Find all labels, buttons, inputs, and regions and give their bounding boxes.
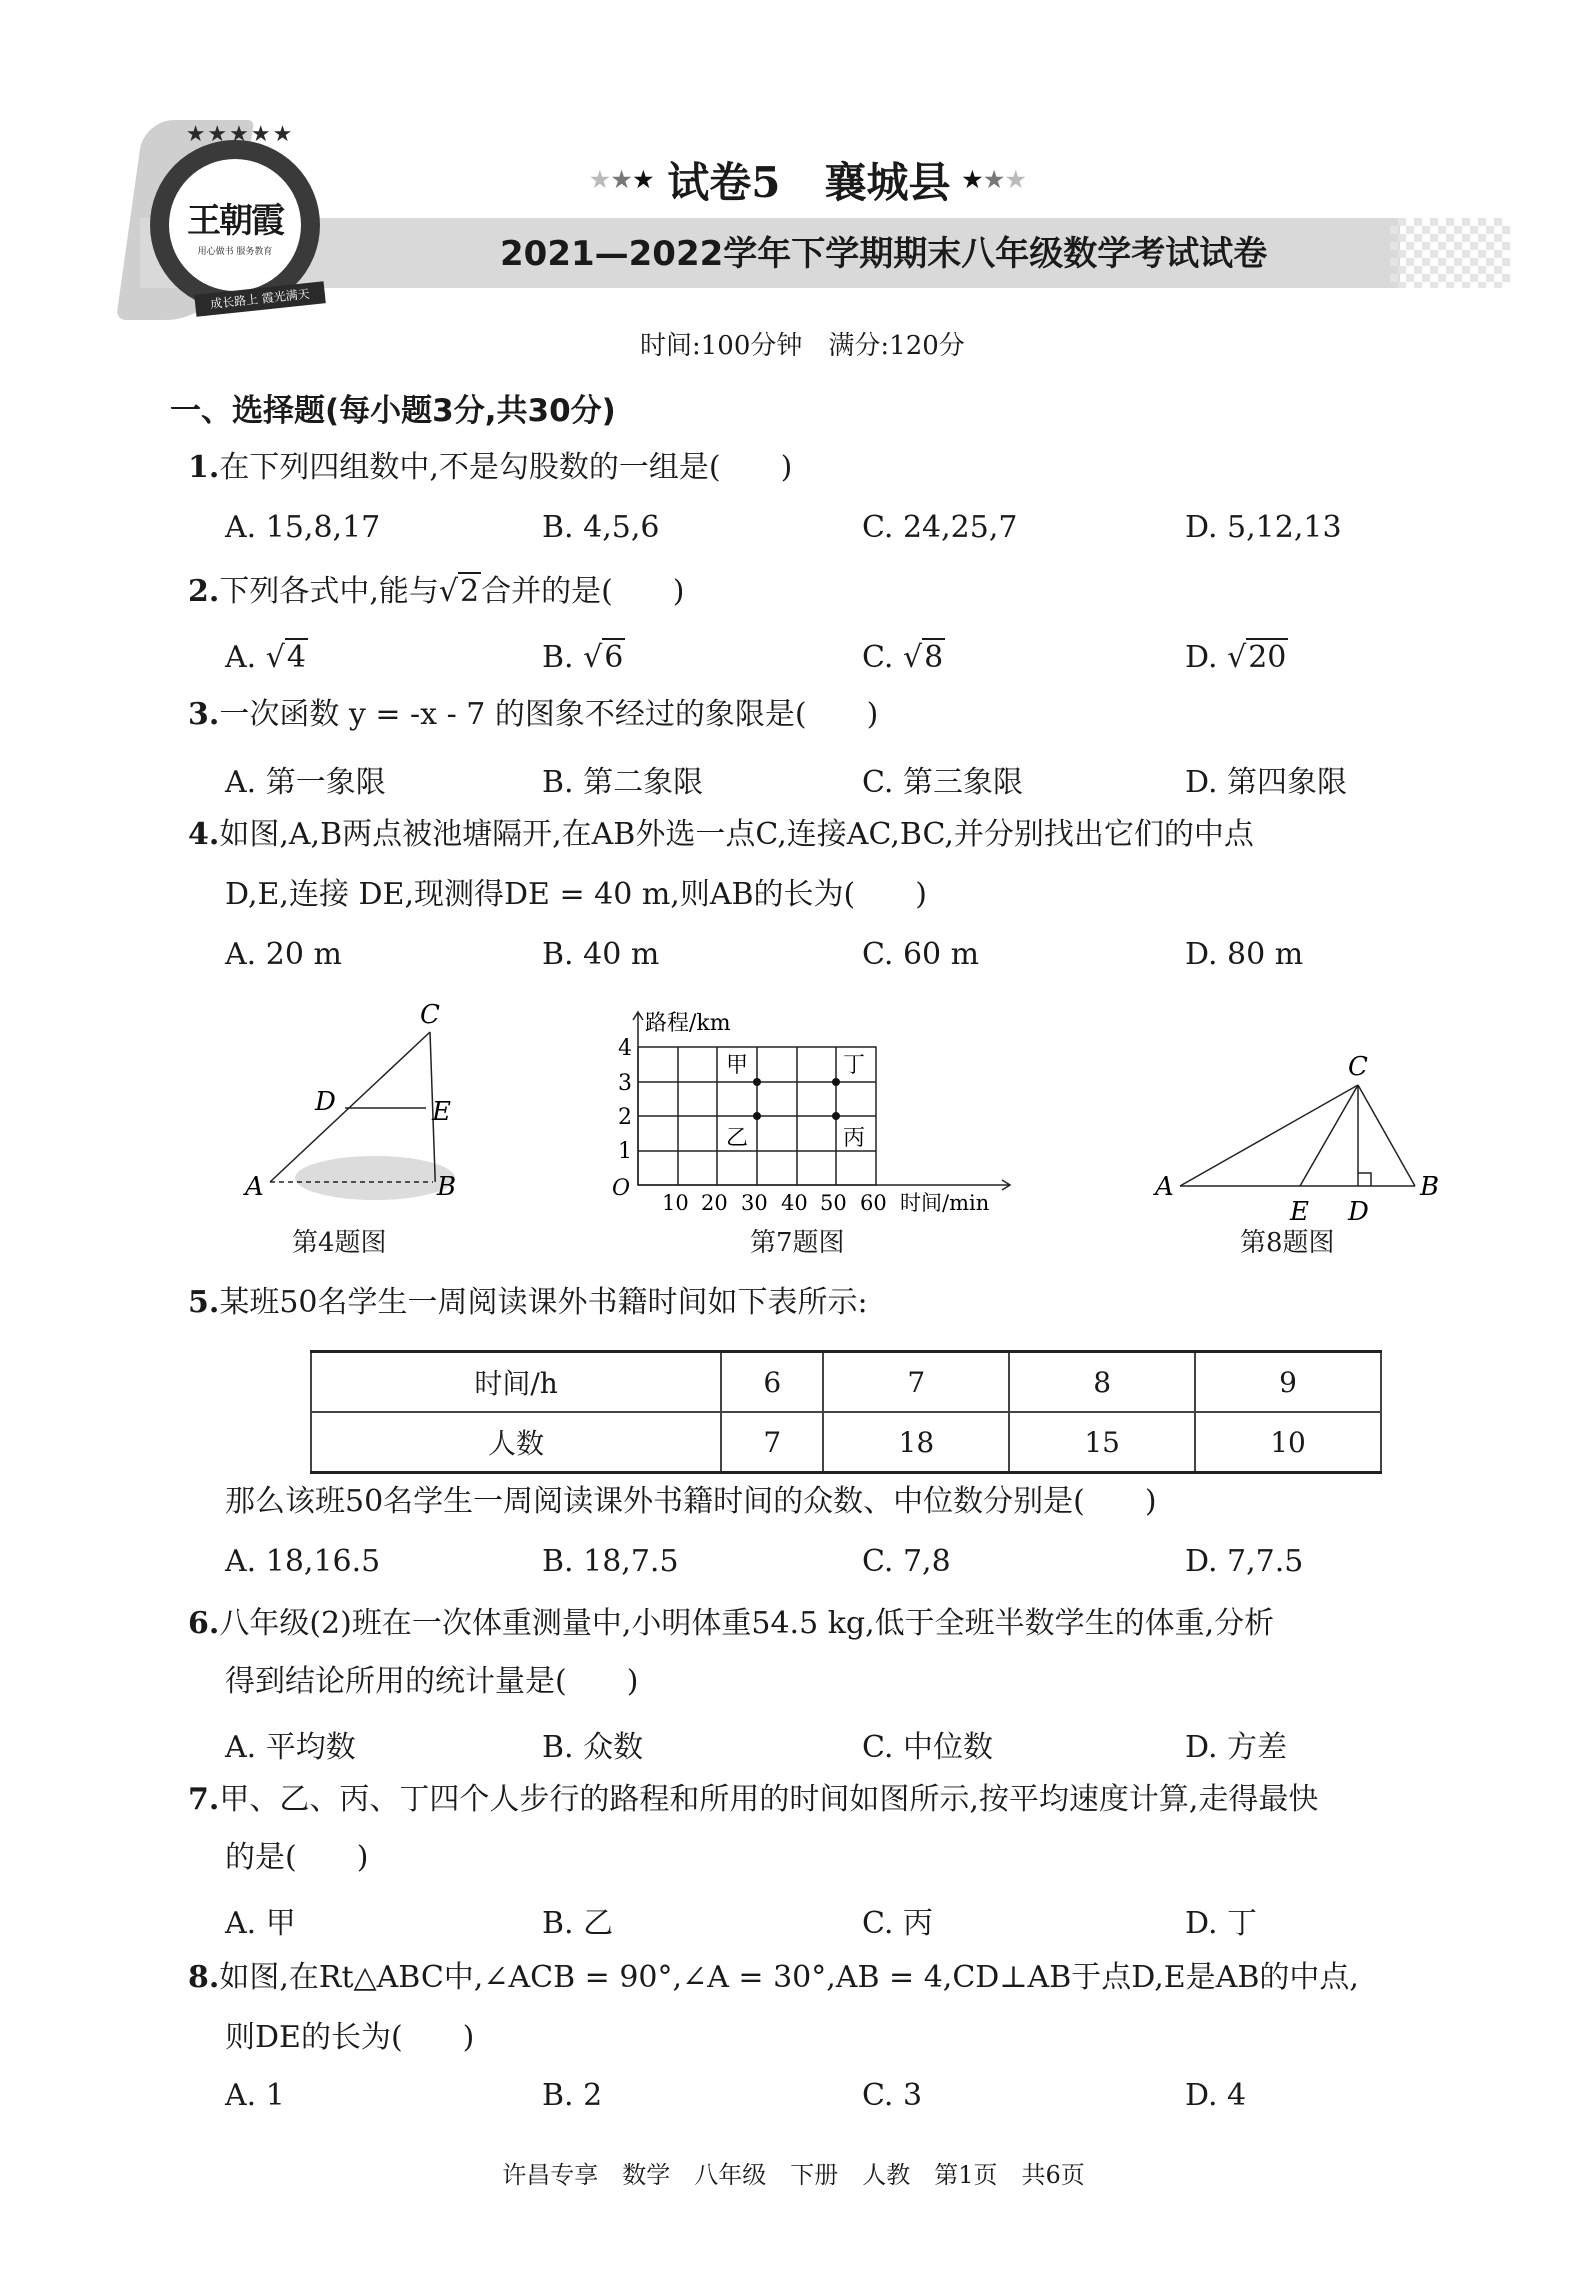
figure-4-diagram <box>240 995 480 1215</box>
svg-text:4: 4 <box>618 1036 632 1061</box>
question-text: 如图,在Rt△ABC中,∠ACB = 90°,∠A = 30°,AB = 4,CD⊥AB于点D,E是AB的中点, <box>219 1960 1359 1995</box>
option-d[interactable]: D. 丁 <box>1185 1906 1258 1941</box>
svg-text:E: E <box>1290 1197 1309 1227</box>
svg-text:20: 20 <box>701 1191 728 1215</box>
option-a[interactable]: A. 15,8,17 <box>225 510 381 545</box>
table-cell: 时间/h <box>311 1352 721 1413</box>
table-cell: 15 <box>1009 1412 1195 1473</box>
option-b[interactable]: B. 40 m <box>542 937 660 972</box>
question-6-line-2: 得到结论所用的统计量是( ) <box>225 1664 639 1699</box>
logo-tagline: 用心做书 服务教育 <box>197 247 273 257</box>
option-d[interactable]: D. 7,7.5 <box>1185 1544 1304 1579</box>
question-number: 7. <box>188 1782 220 1817</box>
stars-right-icon: ★★★ <box>962 167 1028 193</box>
checker-decoration <box>1390 218 1510 288</box>
option-label: D. <box>1185 640 1218 675</box>
table-cell: 9 <box>1195 1352 1381 1413</box>
option-b[interactable] <box>542 640 625 675</box>
svg-text:30: 30 <box>741 1191 768 1215</box>
reading-time-table <box>310 1350 1382 1474</box>
svg-text:B: B <box>437 1172 457 1202</box>
table-row <box>311 1352 1381 1413</box>
option-a[interactable]: A. 平均数 <box>225 1730 356 1765</box>
option-b[interactable]: B. 第二象限 <box>542 765 704 800</box>
question-text: 八年级(2)班在一次体重测量中,小明体重54.5 kg,低于全班半数学生的体重,分析 <box>219 1606 1275 1641</box>
exam-label: 试卷5 <box>667 158 781 207</box>
svg-text:丁: 丁 <box>843 1053 866 1078</box>
question-7 <box>188 1780 1318 1820</box>
option-a[interactable]: A. 20 m <box>225 937 342 972</box>
table-cell: 10 <box>1195 1412 1381 1473</box>
option-label: A. <box>225 640 257 675</box>
svg-text:50: 50 <box>820 1191 847 1215</box>
question-text: 合并的是( ) <box>481 574 685 609</box>
question-5 <box>188 1283 868 1323</box>
county-name: 襄城县 <box>824 158 951 207</box>
option-a[interactable] <box>225 640 308 675</box>
question-text: 在下列四组数中,不是勾股数的一组是( ) <box>219 450 793 485</box>
option-b[interactable]: B. 众数 <box>542 1730 644 1765</box>
option-c[interactable]: C. 丙 <box>862 1906 933 1941</box>
exam-title: 2021—2022学年下学期期末八年级数学考试试卷 <box>500 234 1268 274</box>
option-c[interactable]: C. 第三象限 <box>862 765 1023 800</box>
sqrt-symbol: √20 <box>1227 640 1287 675</box>
figure-8-caption: 第8题图 <box>1240 1228 1335 1258</box>
table-cell: 6 <box>721 1352 823 1413</box>
radicand: 6 <box>604 640 624 675</box>
question-number: 2. <box>188 574 220 609</box>
svg-text:A: A <box>1155 1172 1174 1202</box>
table-cell: 人数 <box>311 1412 721 1473</box>
question-number: 3. <box>188 697 220 732</box>
question-7-line-2: 的是( ) <box>225 1840 369 1875</box>
figure-7-caption: 第7题图 <box>750 1228 845 1258</box>
question-number: 1. <box>188 450 220 485</box>
question-3 <box>188 695 878 735</box>
option-c[interactable]: C. 60 m <box>862 937 980 972</box>
page-footer: 许昌专享 数学 八年级 下册 人教 第1页 共6页 <box>502 2161 1085 2189</box>
question-2 <box>188 572 685 612</box>
option-a[interactable]: A. 第一象限 <box>225 765 386 800</box>
figure-7-chart <box>590 1000 1030 1215</box>
time-info: 时间:100分钟 满分:120分 <box>640 331 965 361</box>
option-d[interactable]: D. 第四象限 <box>1185 765 1348 800</box>
radicand: 4 <box>286 640 306 675</box>
svg-text:40: 40 <box>781 1191 808 1215</box>
option-b[interactable]: B. 2 <box>542 2078 603 2113</box>
option-b[interactable]: B. 18,7.5 <box>542 1544 679 1579</box>
option-d[interactable]: D. 4 <box>1185 2078 1247 2113</box>
option-label: B. <box>542 640 574 675</box>
table-cell: 7 <box>823 1352 1009 1413</box>
svg-text:E: E <box>432 1097 451 1127</box>
svg-text:C: C <box>420 1000 440 1030</box>
logo-ribbon: 成长路上 霞光满天 <box>194 281 326 316</box>
option-c[interactable]: C. 7,8 <box>862 1544 951 1579</box>
radicand: 8 <box>924 640 944 675</box>
option-a[interactable]: A. 1 <box>225 2078 285 2113</box>
table-cell: 8 <box>1009 1352 1195 1413</box>
svg-text:1: 1 <box>618 1139 632 1164</box>
svg-text:A: A <box>245 1172 264 1202</box>
question-4 <box>188 815 1254 855</box>
svg-text:10: 10 <box>662 1191 689 1215</box>
question-text: 一次函数 y = -x - 7 的图象不经过的象限是( ) <box>219 697 879 732</box>
option-c[interactable]: C. 3 <box>862 2078 923 2113</box>
section-title: 一、选择题(每小题3分,共30分) <box>170 393 616 429</box>
svg-text:B: B <box>1420 1172 1440 1202</box>
question-4-line-2: D,E,连接 DE,现测得DE = 40 m,则AB的长为( ) <box>225 877 927 912</box>
svg-text:O: O <box>612 1176 631 1201</box>
figure-4-caption: 第4题图 <box>292 1228 387 1258</box>
question-6 <box>188 1604 1274 1644</box>
svg-text:D: D <box>1348 1197 1369 1227</box>
question-number: 4. <box>188 817 220 852</box>
option-c[interactable]: C. 中位数 <box>862 1730 993 1765</box>
question-8 <box>188 1958 1359 1998</box>
logo-name: 王朝霞 <box>187 201 283 241</box>
question-text: 下列各式中,能与 <box>219 574 439 609</box>
radicand: 20 <box>1248 640 1287 675</box>
option-d[interactable]: D. 5,12,13 <box>1185 510 1342 545</box>
option-a[interactable]: A. 18,16.5 <box>225 1544 381 1579</box>
table-cell: 18 <box>823 1412 1009 1473</box>
figure-8-diagram <box>1150 1040 1450 1227</box>
option-d[interactable]: D. 80 m <box>1185 937 1304 972</box>
svg-text:C: C <box>1348 1052 1368 1082</box>
sqrt-symbol: √6 <box>583 640 624 675</box>
option-d[interactable]: D. 方差 <box>1185 1730 1288 1765</box>
exam-heading <box>590 150 1028 210</box>
sqrt-symbol: √2 <box>438 574 480 609</box>
pond-shape <box>295 1156 455 1200</box>
radicand: 2 <box>460 574 480 609</box>
sqrt-symbol: √4 <box>265 640 306 675</box>
table-row <box>311 1412 1381 1473</box>
svg-text:路程/km: 路程/km <box>645 1011 731 1036</box>
question-number: 6. <box>188 1606 220 1641</box>
question-number: 5. <box>188 1285 220 1320</box>
svg-text:60: 60 <box>860 1191 887 1215</box>
question-text: 甲、乙、丙、丁四个人步行的路程和所用的时间如图所示,按平均速度计算,走得最快 <box>219 1782 1319 1817</box>
option-b[interactable]: B. 乙 <box>542 1906 614 1941</box>
svg-text:时间/min: 时间/min <box>900 1191 990 1215</box>
option-c[interactable] <box>862 640 945 675</box>
option-a[interactable]: A. 甲 <box>225 1906 296 1941</box>
question-text: 某班50名学生一周阅读课外书籍时间如下表所示: <box>219 1285 868 1320</box>
table-cell: 7 <box>721 1412 823 1473</box>
option-d[interactable] <box>1185 640 1288 675</box>
stars-left-icon: ★★★ <box>590 167 656 193</box>
svg-text:3: 3 <box>618 1071 632 1096</box>
svg-text:2: 2 <box>618 1105 632 1130</box>
option-b[interactable]: B. 4,5,6 <box>542 510 660 545</box>
sqrt-symbol: √8 <box>902 640 944 675</box>
svg-text:乙: 乙 <box>726 1126 749 1151</box>
svg-text:D: D <box>315 1087 336 1117</box>
option-label: C. <box>862 640 894 675</box>
question-5-line-2: 那么该班50名学生一周阅读课外书籍时间的众数、中位数分别是( ) <box>225 1484 1157 1519</box>
option-c[interactable]: C. 24,25,7 <box>862 510 1018 545</box>
question-8-line-2: 则DE的长为( ) <box>225 2020 475 2055</box>
question-number: 8. <box>188 1960 220 1995</box>
svg-text:丙: 丙 <box>843 1126 866 1151</box>
svg-text:甲: 甲 <box>726 1053 749 1078</box>
question-1 <box>188 448 792 488</box>
question-text: 如图,A,B两点被池塘隔开,在AB外选一点C,连接AC,BC,并分别找出它们的中点 <box>219 817 1254 852</box>
logo-stars-icon: ★★★★★ <box>185 122 295 147</box>
